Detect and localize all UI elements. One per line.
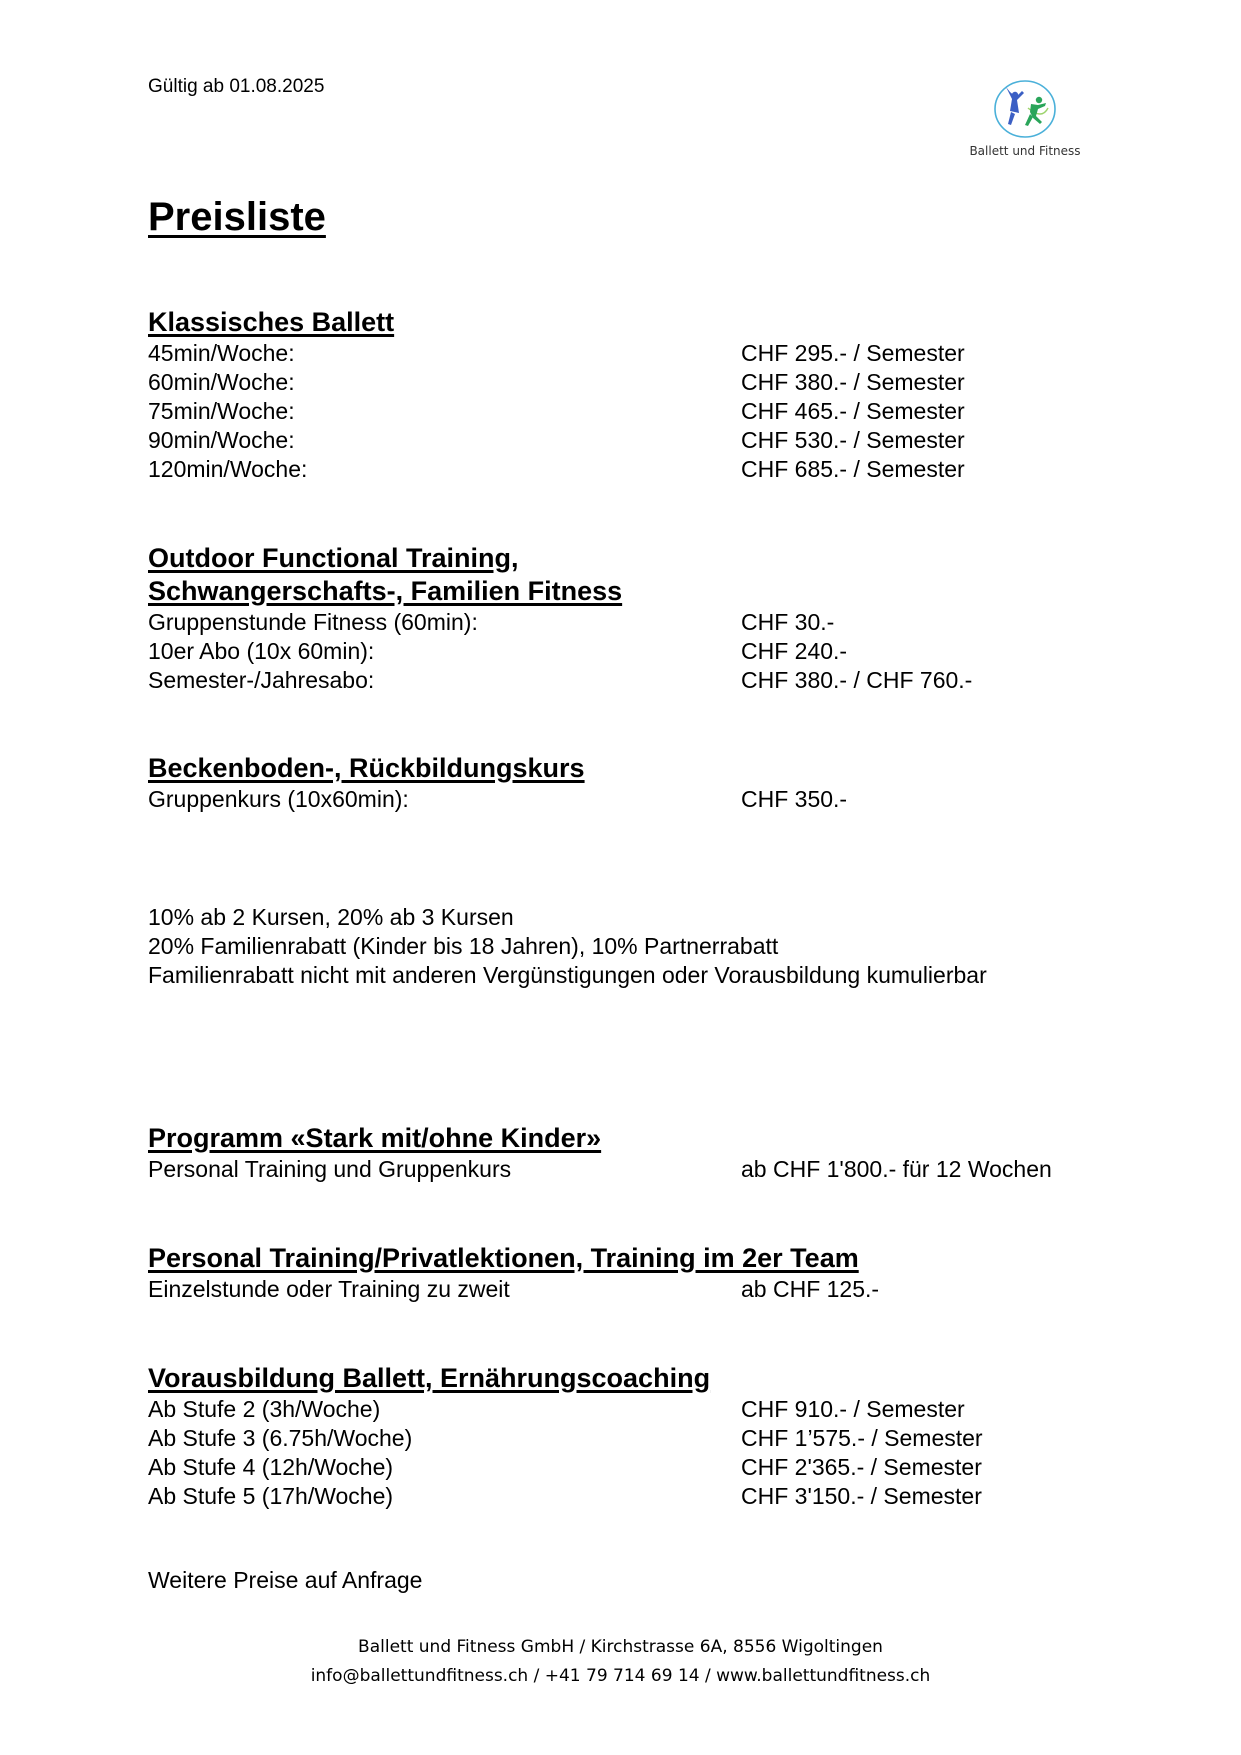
item-label: Ab Stufe 2 (3h/Woche) (148, 1396, 381, 1422)
discount-line: 10% ab 2 Kursen, 20% ab 3 Kursen (148, 904, 514, 930)
section-heading: Programm «Stark mit/ohne Kinder» (148, 1123, 602, 1153)
item-label: 75min/Woche: (148, 398, 295, 424)
item-label: 45min/Woche: (148, 340, 295, 366)
section-heading: Klassisches Ballett (148, 307, 395, 337)
discount-line: Familienrabatt nicht mit anderen Vergünstigungen oder Vorausbildung kumulierbar (148, 962, 987, 988)
item-price: CHF 240.- (741, 638, 848, 664)
item-label: Einzelstunde oder Training zu zweit (148, 1276, 510, 1302)
company-logo (960, 78, 1090, 160)
discount-notes (148, 903, 987, 990)
item-label: Gruppenkurs (10x60min): (148, 786, 409, 812)
footer-address: Ballett und Fitness GmbH / Kirchstrasse 6A, 8556 Wigoltingen (358, 1637, 883, 1657)
dancers-logo-icon (990, 78, 1060, 140)
price-row (148, 397, 1148, 426)
price-row (148, 1155, 1148, 1184)
price-row (148, 339, 1148, 368)
footer-contact: info@ballettundfitness.ch / +41 79 714 69 14 / www.ballettundfitness.ch (310, 1666, 931, 1686)
item-price: CHF 1’575.- / Semester (741, 1425, 983, 1451)
item-price: CHF 380.- / Semester (741, 369, 965, 395)
item-price: CHF 685.- / Semester (741, 456, 965, 482)
valid-from-date: Gültig ab 01.08.2025 (148, 76, 325, 97)
section-personal-training (148, 1242, 1148, 1304)
item-label: Gruppenstunde Fitness (60min): (148, 609, 478, 635)
item-label: Ab Stufe 3 (6.75h/Woche) (148, 1425, 413, 1451)
section-heading: Personal Training/Privatlektionen, Training im 2er Team (148, 1243, 859, 1273)
item-label: 60min/Woche: (148, 369, 295, 395)
item-price: CHF 530.- / Semester (741, 427, 965, 453)
item-label: Semester-/Jahresabo: (148, 667, 375, 693)
price-row (148, 1275, 1148, 1304)
item-price: ab CHF 1'800.- für 12 Wochen (741, 1156, 1052, 1182)
item-label: 120min/Woche: (148, 456, 308, 482)
price-row (148, 608, 1148, 637)
price-row (148, 1482, 1148, 1511)
price-row (148, 1395, 1148, 1424)
item-label: 90min/Woche: (148, 427, 295, 453)
section-heading: Beckenboden-, Rückbildungskurs (148, 753, 585, 783)
item-label: Personal Training und Gruppenkurs (148, 1156, 512, 1182)
item-price: CHF 3'150.- / Semester (741, 1483, 982, 1509)
price-row (148, 666, 1148, 695)
item-price: CHF 350.- (741, 786, 848, 812)
price-row (148, 1424, 1148, 1453)
price-row (148, 455, 1148, 484)
item-price: CHF 2'365.- / Semester (741, 1454, 982, 1480)
section-heading-line-2: Schwangerschafts-, Familien Fitness (148, 576, 623, 606)
section-heading: Vorausbildung Ballett, Ernährungscoaching (148, 1363, 711, 1393)
item-price: CHF 30.- (741, 609, 835, 635)
section-outdoor-fitness (148, 542, 1148, 695)
price-row (148, 785, 1148, 814)
logo-text: Ballett und Fitness (969, 144, 1081, 158)
price-row (148, 1453, 1148, 1482)
more-prices-note: Weitere Preise auf Anfrage (148, 1567, 423, 1593)
item-price: CHF 465.- / Semester (741, 398, 965, 424)
section-beckenboden (148, 752, 1148, 814)
item-price: CHF 295.- / Semester (741, 340, 965, 366)
item-label: Ab Stufe 4 (12h/Woche) (148, 1454, 394, 1480)
section-klassisches-ballett (148, 306, 1148, 484)
section-vorausbildung (148, 1362, 1148, 1511)
item-price: ab CHF 125.- (741, 1276, 880, 1302)
item-price: CHF 910.- / Semester (741, 1396, 965, 1422)
section-stark-programm (148, 1122, 1148, 1184)
item-label: Ab Stufe 5 (17h/Woche) (148, 1483, 394, 1509)
item-price: CHF 380.- / CHF 760.- (741, 667, 973, 693)
price-row (148, 426, 1148, 455)
footer (0, 1633, 1241, 1691)
section-heading-line-1: Outdoor Functional Training, (148, 543, 519, 573)
price-row (148, 368, 1148, 397)
discount-line: 20% Familienrabatt (Kinder bis 18 Jahren), 10% Partnerrabatt (148, 933, 779, 959)
item-label: 10er Abo (10x 60min): (148, 638, 375, 664)
page-title: Preisliste (148, 195, 326, 239)
price-row (148, 637, 1148, 666)
